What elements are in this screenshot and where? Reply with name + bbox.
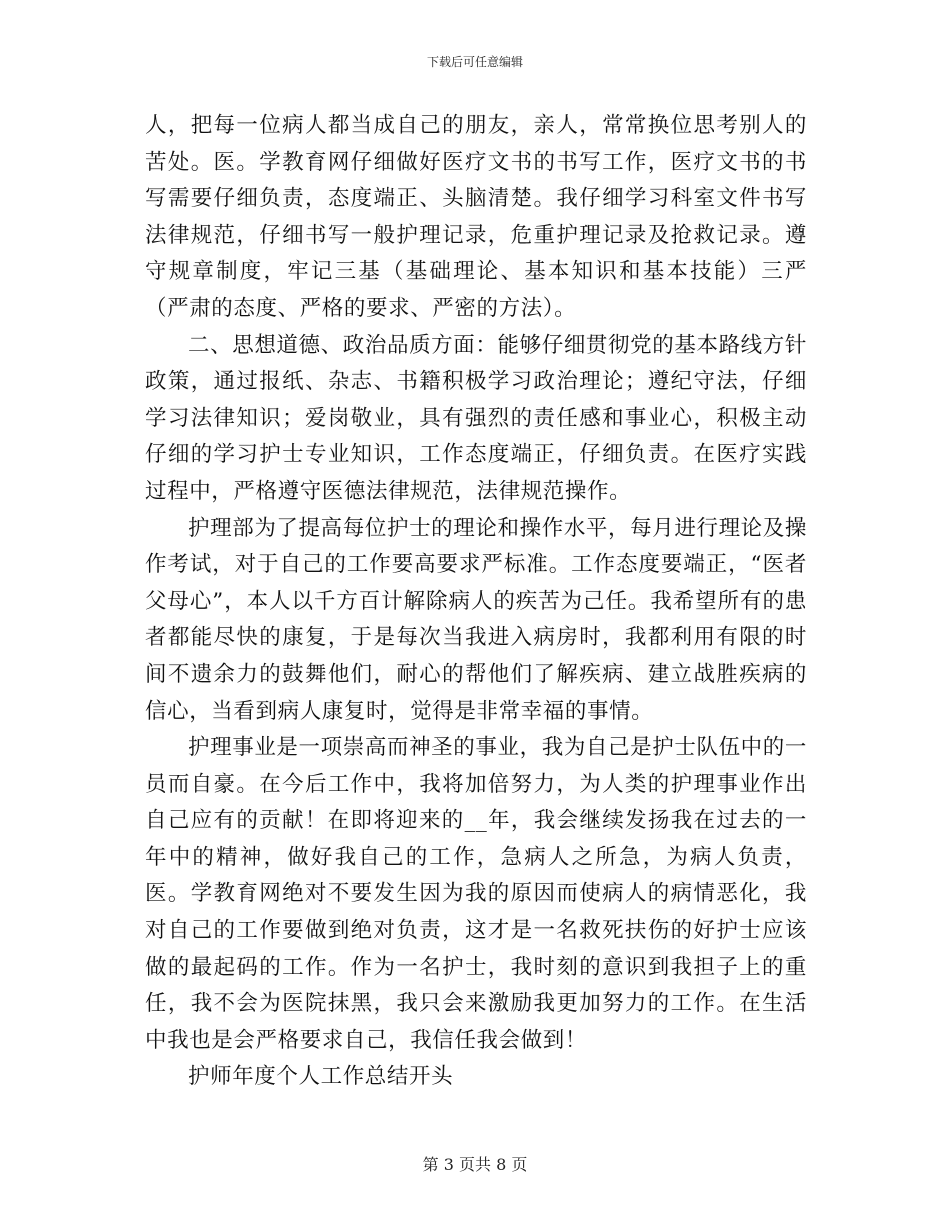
page-header: 下载后可任意编辑 [426,55,523,69]
document-body [145,108,807,1096]
paragraph-3: 护理部为了提高每位护士的理论和操作水平，每月进行理论及操作考试，对于自己的工作要高要求严标准。工作态度要端正，“医者父母心”，本人以千方百计解除病人的疾苦为己任。我希望所有的患者都能尽快的康复，于是每次当我进入病房时，我都利用有限的时间不遗余力的鼓舞他们，耐心的帮他们了解疾病、建立战胜疾病的信心，当看到病人康复时，觉得是非常幸福的事情。 [145,515,807,724]
page-footer-page-number: 第 3 页共 8 页 [422,1155,528,1174]
paragraph-4: 护理事业是一项崇高而神圣的事业，我为自己是护士队伍中的一员而自豪。在今后工作中，我将加倍努力，为人类的护理事业作出自己应有的贡献！在即将迎来的__年，我会继续发扬我在过去的一年中的精神，做好我自己的工作，急病人之所急，为病人负责，医。学教育网绝对不要发生因为我的原因而使病人的病情恶化，我对自己的工作要做到绝对负责，这才是一名救死扶伤的好护士应该做的最起码的工作。作为一名护士，我时刻的意识到我担子上的重任，我不会为医院抹黑，我只会来激励我更加努力的工作。在生活中我也是会严格要求自己，我信任我会做到！ [145,735,807,1053]
paragraph-5-heading: 护师年度个人工作总结开头 [188,1064,454,1090]
paragraph-1: 人，把每一位病人都当成自己的朋友，亲人，常常换位思考别人的苦处。医。学教育网仔细做好医疗文书的书写工作，医疗文书的书写需要仔细负责，态度端正、头脑清楚。我仔细学习科室文件书写法律规范，仔细书写一般护理记录，危重护理记录及抢救记录。遵守规章制度，牢记三基（基础理论、基本知识和基本技能）三严（严肃的态度、严格的要求、严密的方法）。 [145,113,807,321]
paragraph-2: 二、思想道德、政治品质方面：能够仔细贯彻党的基本路线方针政策，通过报纸、杂志、书籍积极学习政治理论；遵纪守法，仔细学习法律知识；爱岗敬业，具有强烈的责任感和事业心，积极主动仔细的学习护士专业知识，工作态度端正，仔细负责。在医疗实践过程中，严格遵守医德法律规范，法律规范操作。 [145,332,807,504]
